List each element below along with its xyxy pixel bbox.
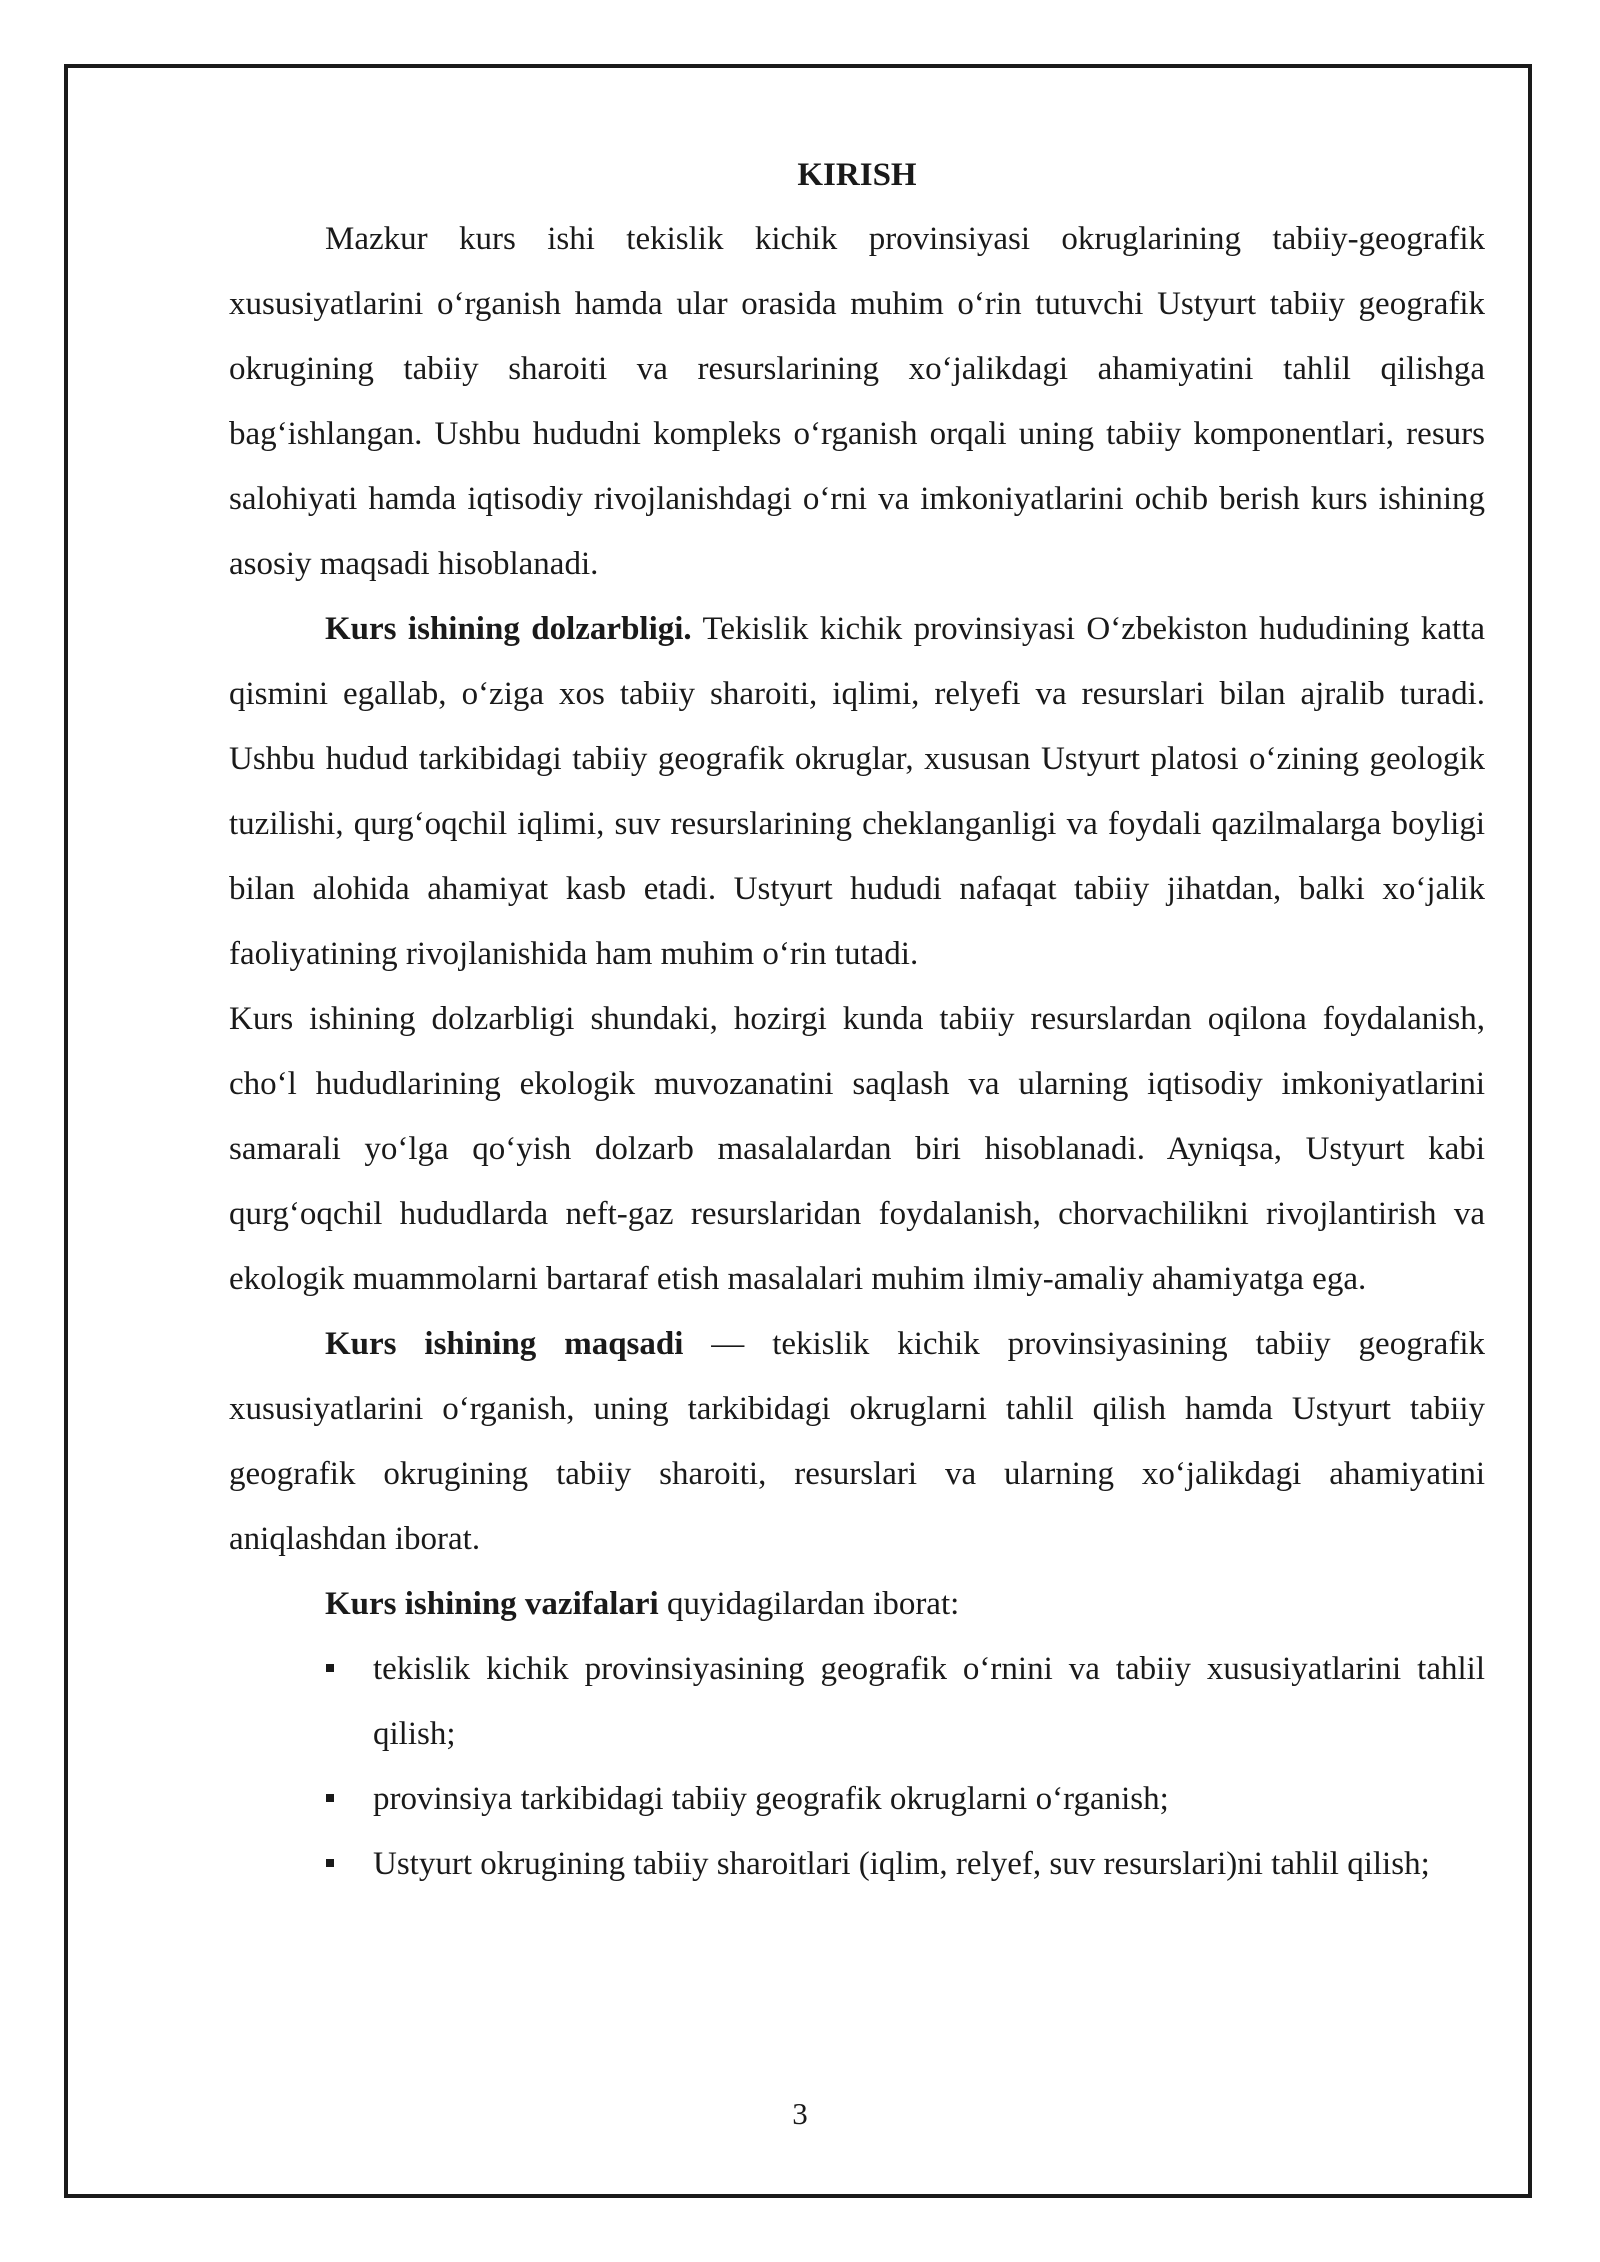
square-bullet-icon: [326, 1794, 334, 1802]
goal-text: — tekislik kichik provinsiyasining tabiiy geografik xususiyatlarini o‘rganish, uning tarkibidagi okruglarni tahlil qilish hamda Ustyurt tabiiy geografik okrugining tabiiy sharoiti, resurslari va ularning xo‘jalikdagi ahamiyatini aniqlashdan iborat.: [229, 1326, 1485, 1557]
goal-heading: Kurs ishining maqsadi: [325, 1326, 684, 1362]
square-bullet-icon: [326, 1859, 334, 1867]
list-item-text: provinsiya tarkibidagi tabiiy geografik okruglarni o‘rganish;: [373, 1781, 1169, 1817]
page-number: 3: [792, 2096, 808, 2131]
tasks-list: [229, 1637, 1485, 1897]
relevance-heading: Kurs ishining dolzarbligi.: [325, 611, 692, 647]
list-item: [229, 1832, 1485, 1897]
tasks-intro: quyidagilardan iborat:: [658, 1586, 960, 1622]
tasks-paragraph: [229, 1572, 1485, 1637]
tasks-heading: Kurs ishining vazifalari: [325, 1586, 659, 1622]
section-title: KIRISH: [797, 157, 917, 193]
list-item-text: Ustyurt okrugining tabiiy sharoitlari (iqlim, relyef, suv resurslari)ni tahlil qilish;: [373, 1846, 1430, 1882]
document-body: [229, 150, 1485, 1897]
relevance-paragraph: [229, 597, 1485, 987]
list-item-text: tekislik kichik provinsiyasining geografik o‘rnini va tabiiy xususiyatlarini tahlil qilish;: [373, 1651, 1485, 1752]
list-item: [229, 1637, 1485, 1767]
intro-paragraph: Mazkur kurs ishi tekislik kichik provinsiyasi okruglarining tabiiy-geografik xususiyatlarini o‘rganish hamda ular orasida muhim o‘rin tutuvchi Ustyurt tabiiy geografik okrugining tabiiy sharoiti va resurslarining xo‘jalikdagi ahamiyatini tahlil qilishga bag‘ishlangan. Ushbu hududni kompleks o‘rganish orqali uning tabiiy komponentlari, resurs salohiyati hamda iqtisodiy rivojlanishdagi o‘rni va imkoniyatlarini ochib berish kurs ishining asosiy maqsadi hisoblanadi.: [229, 221, 1485, 582]
list-item: [229, 1767, 1485, 1832]
relevance-paragraph-2: Kurs ishining dolzarbligi shundaki, hozirgi kunda tabiiy resurslardan oqilona foydalanish, cho‘l hududlarining ekologik muvozanatini saqlash va ularning iqtisodiy imkoniyatlarini samarali yo‘lga qo‘yish dolzarb masalalardan biri hisoblanadi. Ayniqsa, Ustyurt kabi qurg‘oqchil hududlarda neft-gaz resurslaridan foydalanish, chorvachilikni rivojlantirish va ekologik muammolarni bartaraf etish masalalari muhim ilmiy-amaliy ahamiyatga ega.: [229, 1001, 1485, 1297]
goal-paragraph: [229, 1312, 1485, 1572]
relevance-text: Tekislik kichik provinsiyasi O‘zbekiston hududining katta qismini egallab, o‘ziga xos tabiiy sharoiti, iqlimi, relyefi va resurslari bilan ajralib turadi. Ushbu hudud tarkibidagi tabiiy geografik okruglar, xususan Ustyurt platosi o‘zining geologik tuzilishi, qurg‘oqchil iqlimi, suv resurslarining cheklanganligi va foydali qazilmalarga boyligi bilan alohida ahamiyat kasb etadi. Ustyurt hududi nafaqat tabiiy jihatdan, balki xo‘jalik faoliyatining rivojlanishida ham muhim o‘rin tutadi.: [229, 611, 1486, 972]
square-bullet-icon: [326, 1664, 334, 1672]
